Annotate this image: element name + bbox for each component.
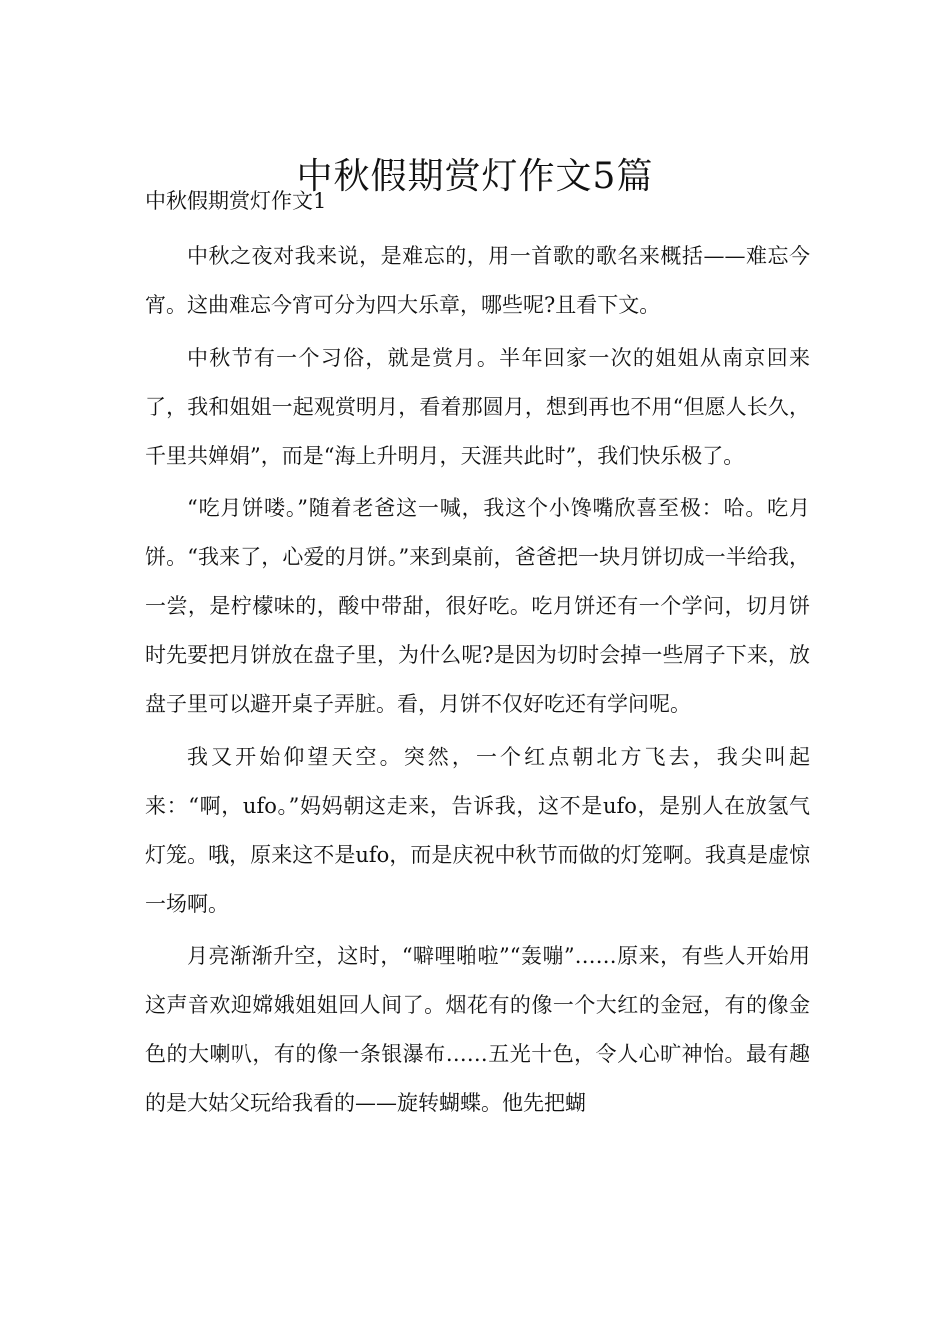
document-title: 中秋假期赏灯作文5篇	[296, 156, 654, 198]
paragraph-5: 月亮渐渐升空，这时，“噼哩啪啦”“轰嘣”……原来，有些人开始用这声音欢迎嫦娥姐姐回人间了。烟花有的像一个大红的金冠，有的像金色的大喇叭，有的像一条银瀑布……五光十色，令人心旷神怡。最有趣的是大姑父玩给我看的——旋转蝴蝶。他先把蝴	[145, 944, 810, 1115]
section-heading: 中秋假期赏灯作文1	[145, 189, 327, 213]
paragraph-3: “吃月饼喽。”随着老爸这一喊，我这个小馋嘴欣喜至极：哈。吃月饼。“我来了，心爱的月饼。”来到桌前，爸爸把一块月饼切成一半给我，一尝，是柠檬味的，酸中带甜，很好吃。吃月饼还有一个学问，切月饼时先要把月饼放在盘子里，为什么呢?是因为切时会掉一些屑子下来，放盘子里可以避开桌子弄脏。看，月饼不仅好吃还有学问呢。	[145, 496, 810, 716]
paragraph-1: 中秋之夜对我来说，是难忘的，用一首歌的歌名来概括——难忘今宵。这曲难忘今宵可分为四大乐章，哪些呢?且看下文。	[145, 244, 810, 317]
essay-body	[145, 232, 810, 1132]
paragraph-2: 中秋节有一个习俗，就是赏月。半年回家一次的姐姐从南京回来了，我和姐姐一起观赏明月，看着那圆月，想到再也不用“但愿人长久，千里共婵娟”，而是“海上升明月，天涯共此时”，我们快乐极了。	[145, 345, 810, 468]
paragraph-4: 我又开始仰望天空。突然，一个红点朝北方飞去，我尖叫起来：“啊，ufo。”妈妈朝这走来，告诉我，这不是ufo，是别人在放氢气灯笼。哦，原来这不是ufo，而是庆祝中秋节而做的灯笼啊。我真是虚惊一场啊。	[145, 744, 810, 916]
